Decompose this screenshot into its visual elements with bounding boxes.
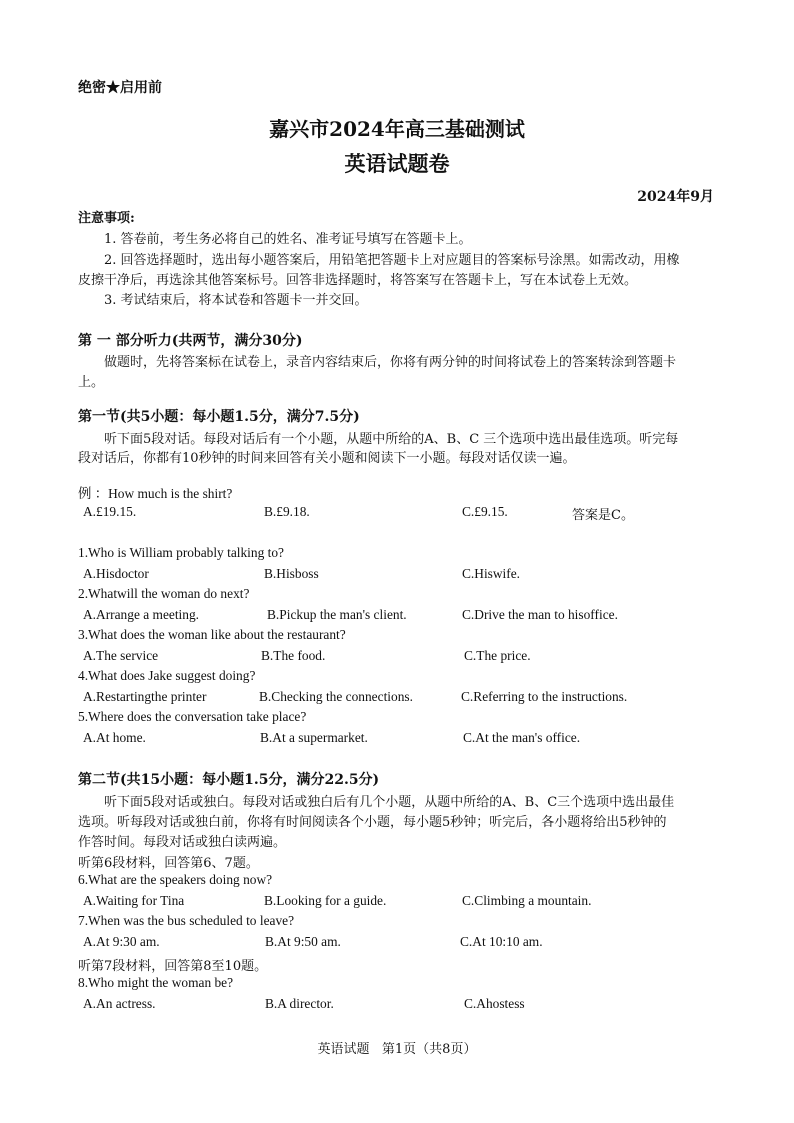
section1-heading: 第一节(共5小题：每小题1.5分，满分7.5分) <box>78 409 360 425</box>
q1-option-b: B.Hisboss <box>264 566 319 581</box>
q8-option-a: A.An actress. <box>83 996 156 1011</box>
question-8: 8.Who might the woman be? <box>78 975 234 990</box>
q2-option-a: A.Arrange a meeting. <box>83 607 200 622</box>
q7-option-a: A.At 9:30 am. <box>83 934 160 949</box>
q1-option-a: A.Hisdoctor <box>83 566 149 581</box>
exam-date: 2024年9月 <box>637 189 714 205</box>
section2-intro: 听下面5段对话或独白。每段对话或独白后有几个小题，从题中所给的A、B、C三个选项中选出最佳 <box>104 795 675 810</box>
q6-option-b: B.Looking for a guide. <box>264 893 387 908</box>
example-question: 例 ：How much is the shirt? <box>78 486 233 501</box>
question-1: 1.Who is William probably talking to? <box>78 545 284 560</box>
q8-option-c: C.Ahostess <box>464 996 525 1011</box>
section2-heading: 第二节(共15小题：每小题1.5分，满分22.5分) <box>78 772 380 788</box>
section1-intro: 听下面5段对话。每段对话后有一个小题，从题中所给的A、B、C 三个选项中选出最佳选项。听完每 <box>104 432 679 447</box>
section2-intro: 作答时间。每段对话或独白读两遍。 <box>78 835 287 850</box>
question-3: 3.What does the woman like about the restaurant? <box>78 627 346 642</box>
exam-subtitle: 英语试题卷 <box>344 151 450 176</box>
exam-title: 嘉兴市2024年高三基础测试 <box>269 117 525 141</box>
q3-option-a: A.The service <box>83 648 159 663</box>
q4-option-c: C.Referring to the instructions. <box>461 689 628 704</box>
q5-option-a: A.At home. <box>83 730 146 745</box>
q5-option-b: B.At a supermarket. <box>260 730 368 745</box>
part1-intro: 做题时，先将答案标在试卷上，录音内容结束后，你将有两分钟的时间将试卷上的答案转涂到答题卡 <box>104 355 677 370</box>
question-6: 6.What are the speakers doing now? <box>78 872 273 887</box>
question-5: 5.Where does the conversation take place? <box>78 709 307 724</box>
q6-option-a: A.Waiting for Tina <box>83 893 185 908</box>
q4-option-a: A.Restartingthe printer <box>83 689 207 704</box>
q2-option-c: C.Drive the man to hisoffice. <box>462 607 618 622</box>
q8-option-b: B.A director. <box>265 996 334 1011</box>
notice-item: 1. 答卷前，考生务必将自己的姓名、准考证号填写在答题卡上。 <box>104 232 472 247</box>
example-option-a: A.£19.15. <box>83 504 137 519</box>
q3-option-b: B.The food. <box>261 648 326 663</box>
q3-option-c: C.The price. <box>464 648 531 663</box>
q2-option-b: B.Pickup the man's client. <box>267 607 407 622</box>
confidential-label: 绝密★启用前 <box>78 80 162 96</box>
q4-option-b: B.Checking the connections. <box>259 689 413 704</box>
example-option-b: B.£9.18. <box>264 504 310 519</box>
q5-option-c: C.At the man's office. <box>463 730 581 745</box>
page-footer: 英语试题 第1页（共8页） <box>317 1042 477 1057</box>
part1-intro: 上。 <box>78 375 105 390</box>
notice-item: 皮擦干净后，再选涂其他答案标号。回答非选择题时，将答案写在答题卡上，写在本试卷上无效。 <box>78 273 638 288</box>
notice-item: 2. 回答选择题时，选出每小题答案后，用铅笔把答题卡上对应题目的答案标号涂黑。如需改动，用橡 <box>104 253 680 268</box>
part1-heading: 第 一 部分听力(共两节，满分30分) <box>78 333 303 349</box>
question-4: 4.What does Jake suggest doing? <box>78 668 256 683</box>
section1-intro: 段对话后，你都有10秒钟的时间来回答有关小题和阅读下一小题。每段对话仅读一遍。 <box>78 451 576 466</box>
q7-option-b: B.At 9:50 am. <box>265 934 341 949</box>
section2-intro: 选项。听每段对话或独白前，你将有时间阅读各个小题，每小题5秒钟；听完后，各小题将给出5秒钟的 <box>78 815 667 830</box>
example-answer: 答案是C。 <box>572 508 634 523</box>
notice-heading: 注意事项: <box>78 211 135 226</box>
notice-item: 3. 考试结束后，将本试卷和答题卡一并交回。 <box>104 293 368 308</box>
material-7-label: 听第7段材料，回答第8至10题。 <box>78 959 268 974</box>
q6-option-c: C.Climbing a mountain. <box>462 893 592 908</box>
q1-option-c: C.Hiswife. <box>462 566 521 581</box>
example-option-c: C.£9.15. <box>462 504 508 519</box>
q7-option-c: C.At 10:10 am. <box>460 934 543 949</box>
material-6-label: 听第6段材料，回答第6、7题。 <box>78 856 259 871</box>
question-7: 7.When was the bus scheduled to leave? <box>78 913 295 928</box>
question-2: 2.Whatwill the woman do next? <box>78 586 250 601</box>
